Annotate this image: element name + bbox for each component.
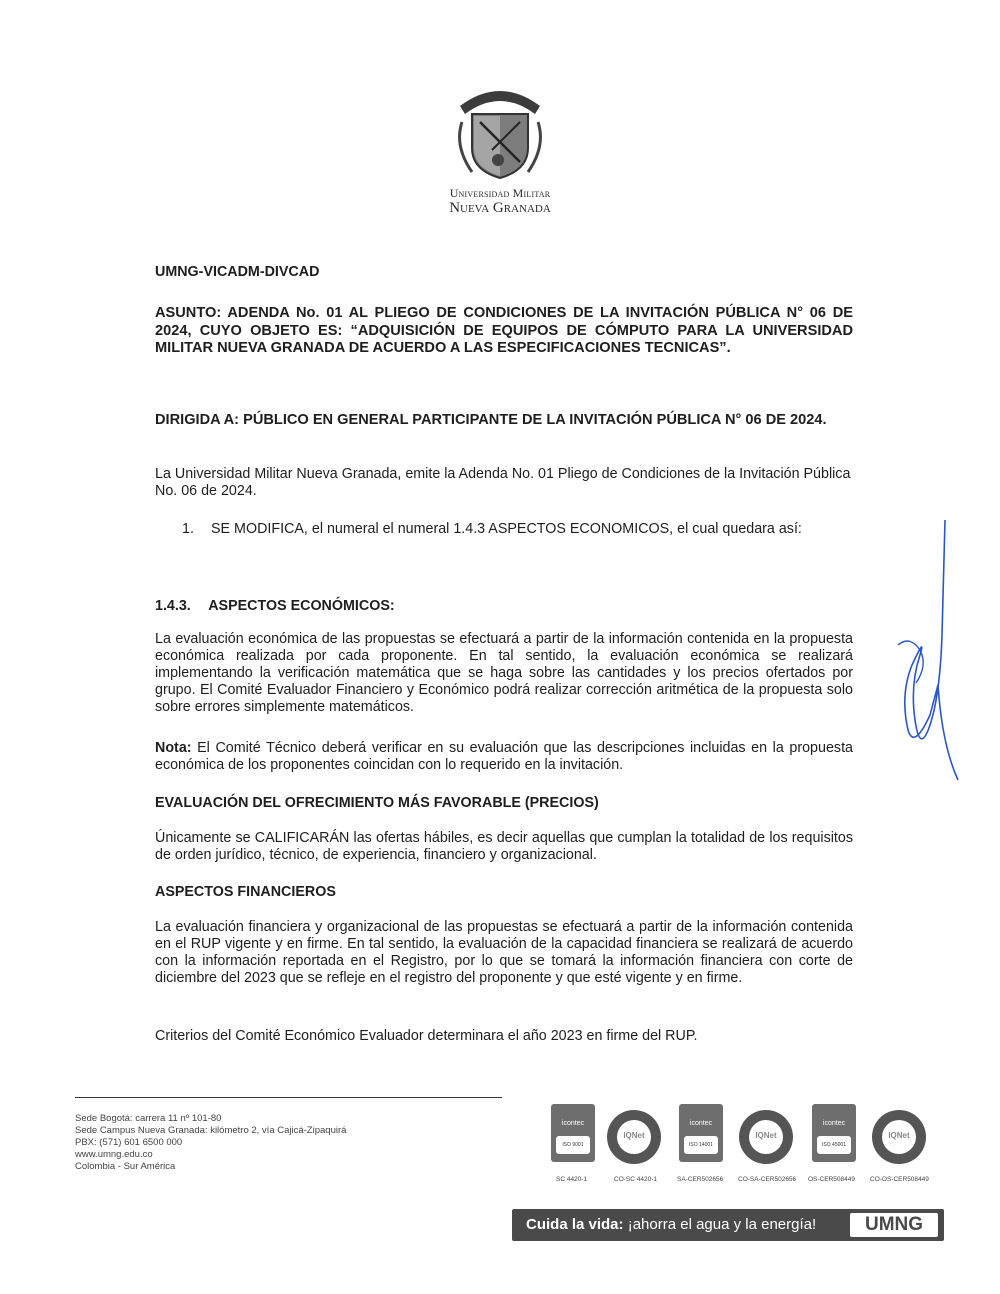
cert-code: OS-CER508449 <box>808 1176 855 1183</box>
university-logo <box>420 78 580 216</box>
cert-standard: ISO 9001 <box>556 1136 590 1154</box>
banner-slogan <box>526 1216 816 1233</box>
cert-icontec-iso9001 <box>551 1104 595 1162</box>
university-name-line1: Universidad Militar <box>449 186 551 200</box>
umng-logo: UMNG <box>850 1213 938 1237</box>
icontec-icon <box>551 1104 595 1162</box>
cert-brand: icontec <box>822 1120 846 1127</box>
cert-brand: icontec <box>561 1120 585 1127</box>
footer-address-line: Sede Campus Nueva Granada: kilómetro 2, vía Cajicá-Zipaquirá <box>75 1125 347 1136</box>
cert-icontec-iso14001 <box>679 1104 723 1162</box>
note-paragraph <box>155 740 853 774</box>
list-item-text: SE MODIFICA, el numeral el numeral 1.4.3 ASPECTOS ECONOMICOS, el cual quedara así: <box>211 521 802 537</box>
footer-address-line: PBX: (571) 601 6500 000 <box>75 1137 183 1148</box>
evaluation-paragraph: La evaluación económica de las propuestas se efectuará a partir de la información contenida en la propuesta económica realizada por cada proponente. En tal sentido, la evaluación económica se realizará implementando la verificación matemática que se haga sobre las cantidades y los precios ofertados por grupo. El Comité Evaluador Financiero y Económico podrá realizar corrección aritmética de la propuesta solo sobre errores simplemente matemáticos. <box>155 631 853 715</box>
cert-code: SA-CER502656 <box>677 1176 724 1183</box>
iqnet-icon <box>872 1110 926 1164</box>
banner-text: ¡ahorra el agua y la energía! <box>627 1216 817 1233</box>
banner-bold: Cuida la vida: <box>526 1216 624 1233</box>
addressed-to: DIRIGIDA A: PÚBLICO EN GENERAL PARTICIPANTE DE LA INVITACIÓN PÚBLICA N° 06 DE 2024. <box>155 412 827 428</box>
university-name <box>420 187 580 216</box>
iqnet-icon <box>607 1110 661 1164</box>
icontec-icon <box>812 1104 856 1162</box>
footer-banner <box>512 1209 944 1241</box>
section-title: ASPECTOS ECONÓMICOS: <box>208 598 395 614</box>
section-heading <box>155 598 853 615</box>
note-label: Nota: <box>155 740 192 756</box>
favorable-paragraph: Únicamente se CALIFICARÁN las ofertas hábiles, es decir aquellas que cumplan la totalidad de los requisitos de orden jurídico, técnico, de experiencia, financiero y organizacional. <box>155 830 853 863</box>
cert-code: CO-OS-CER508449 <box>870 1176 929 1183</box>
cert-code: CO-SC 4420-1 <box>614 1176 657 1183</box>
cert-brand: icontec <box>689 1120 713 1127</box>
favorable-heading: EVALUACIÓN DEL OFRECIMIENTO MÁS FAVORABLE (PRECIOS) <box>155 795 599 811</box>
cert-brand: IQNet <box>888 1131 910 1140</box>
financial-paragraph: La evaluación financiera y organizacional de las propuestas se efectuará a partir de la información contenida en el RUP vigente y en firme. En tal sentido, la evaluación de la capacidad financiera se realizará de acuerdo con la información reportada en el Registro, por lo que se tomará la información financiera con corte de diciembre del 2023 que se refleje en el registro del proponente y que esté vigente y en firme. <box>155 919 853 986</box>
cert-iqnet-1 <box>607 1110 661 1164</box>
shield-crest-icon <box>420 78 580 182</box>
signature-icon <box>890 515 960 785</box>
list-item-number: 1. <box>182 521 194 537</box>
footer-address-line[interactable]: www.umng.edu.co <box>75 1149 153 1160</box>
cert-iqnet-2 <box>739 1110 793 1164</box>
cert-code: CO-SA-CER502656 <box>738 1176 797 1183</box>
footer-address-line: Colombia - Sur América <box>75 1161 176 1172</box>
cert-brand: IQNet <box>755 1131 777 1140</box>
footer-address-line: Sede Bogotá: carrera 11 nº 101-80 <box>75 1113 222 1124</box>
icontec-icon <box>679 1104 723 1162</box>
criteria-paragraph: Criterios del Comité Económico Evaluador determinara el año 2023 en firme del RUP. <box>155 1028 698 1044</box>
footer-divider <box>75 1097 502 1098</box>
note-text: El Comité Técnico deberá verificar en su evaluación que las descripciones incluidas en la propuesta económica de los proponentes coincidan con lo requerido en la invitación. <box>155 740 853 773</box>
reference-code: UMNG-VICADM-DIVCAD <box>155 264 320 280</box>
cert-iqnet-3 <box>872 1110 926 1164</box>
iqnet-icon <box>739 1110 793 1164</box>
university-name-line2: Nueva Granada <box>449 199 551 216</box>
cert-standard: ISO 45001 <box>817 1136 851 1154</box>
cert-brand: IQNet <box>623 1131 645 1140</box>
footer-address <box>75 1113 346 1173</box>
cert-icontec-iso45001 <box>812 1104 856 1162</box>
section-number: 1.4.3. <box>155 598 191 614</box>
cert-standard: ISO 14001 <box>684 1136 718 1154</box>
subject: ASUNTO: ADENDA No. 01 AL PLIEGO DE CONDICIONES DE LA INVITACIÓN PÚBLICA N° 06 DE 2024, CUYO OBJETO ES: “ADQUISICIÓN DE EQUIPOS DE CÓMPUTO PARA LA UNIVERSIDAD MILITAR NUEVA GRANADA DE ACUERDO A LAS ESPECIFICACIONES TECNICAS”. <box>155 305 853 356</box>
financial-heading: ASPECTOS FINANCIEROS <box>155 884 336 900</box>
intro-paragraph: La Universidad Militar Nueva Granada, emite la Adenda No. 01 Pliego de Condiciones de la Invitación Pública No. 06 de 2024. <box>155 466 851 499</box>
cert-code: SC 4420-1 <box>556 1176 588 1183</box>
